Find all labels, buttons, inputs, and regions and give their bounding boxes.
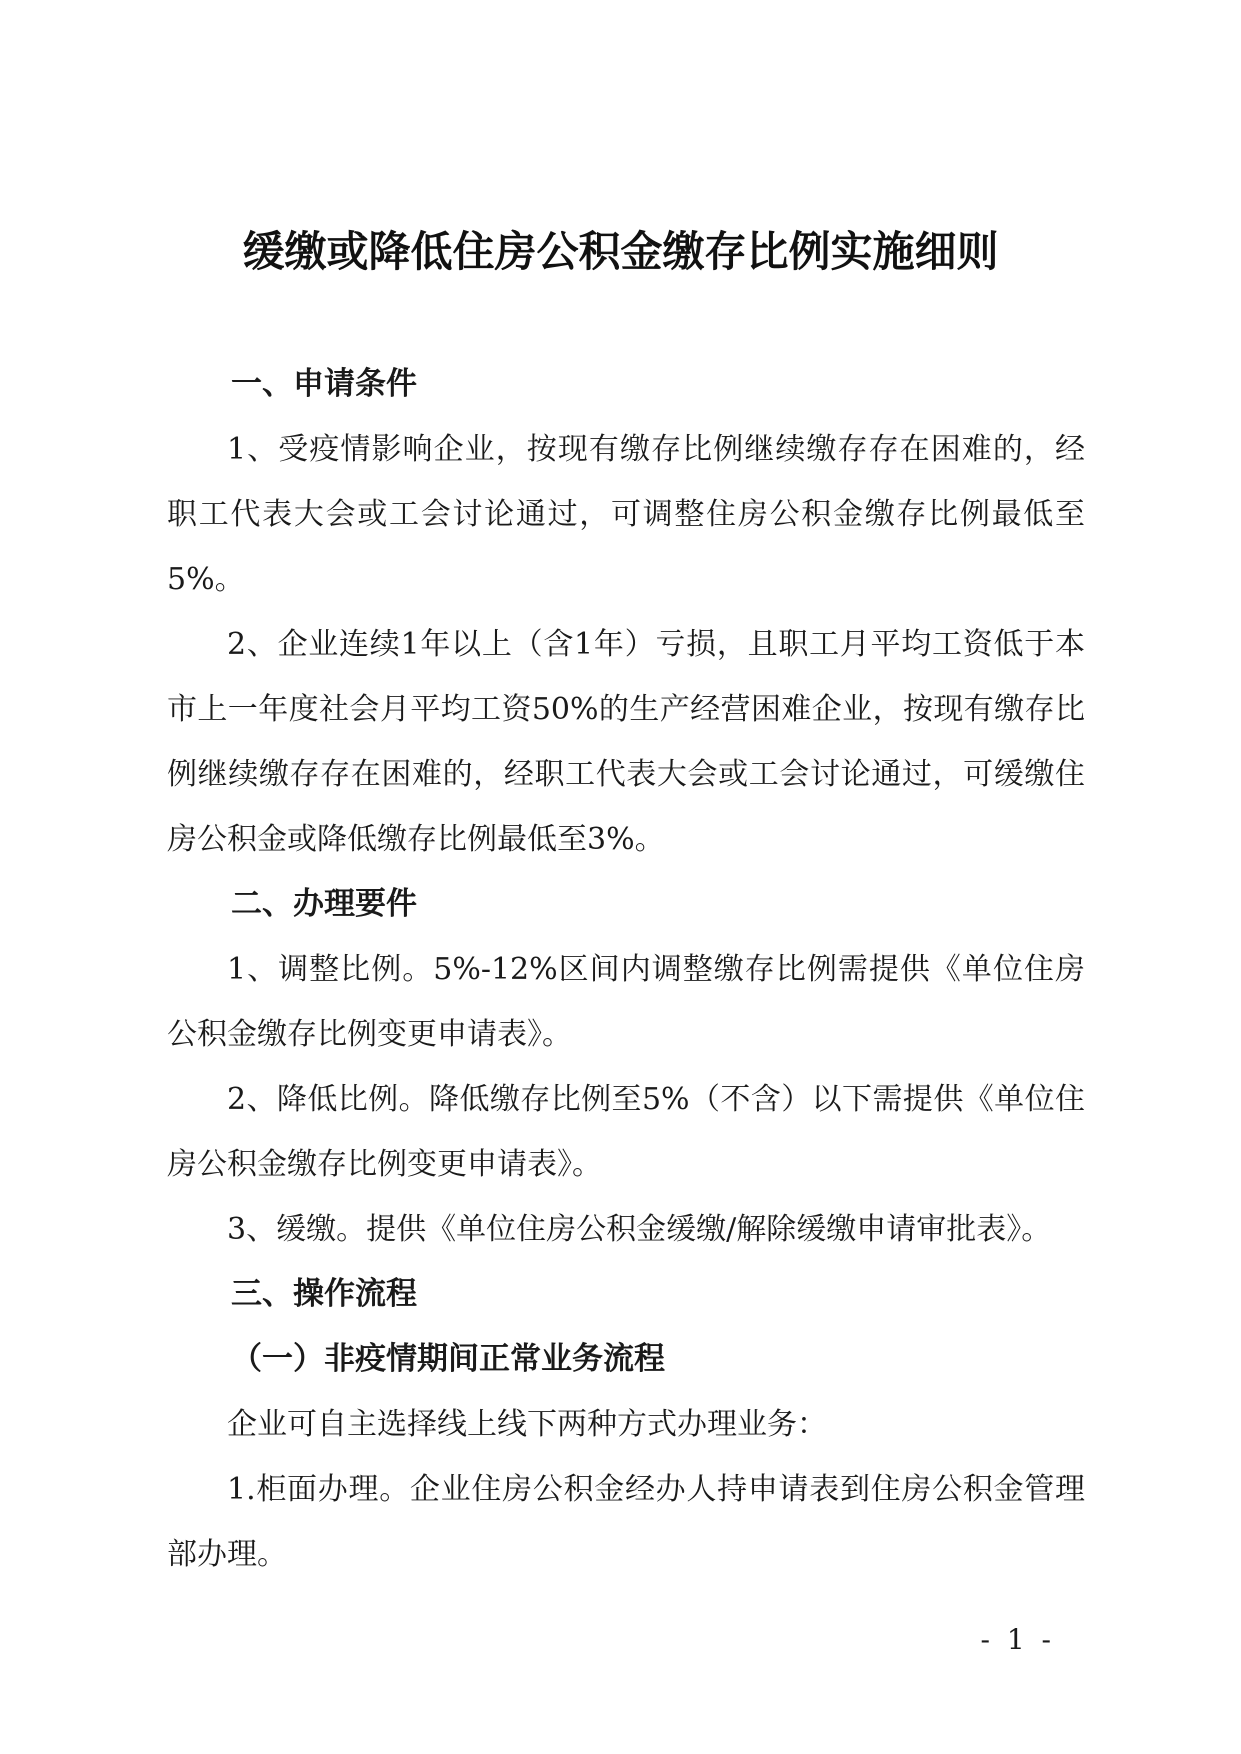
- paragraph: 3、缓缴。提供《单位住房公积金缓缴/解除缓缴申请审批表》。: [227, 1212, 1052, 1247]
- section-heading-procedure: 三、操作流程: [231, 1276, 417, 1312]
- paragraph: 2、降低比例。降低缴存比例至5%（不含）以下需提供《单位住房公积金缴存比例变更申请表》。: [167, 1082, 1085, 1182]
- paragraph: 1、调整比例。5%-12%区间内调整缴存比例需提供《单位住房公积金缴存比例变更申请表》。: [167, 952, 1085, 1052]
- section-heading-application-conditions: 一、申请条件: [231, 366, 417, 402]
- paragraph: 1.柜面办理。企业住房公积金经办人持申请表到住房公积金管理部办理。: [167, 1472, 1085, 1572]
- section-heading-required-documents: 二、办理要件: [231, 886, 417, 922]
- document-body: [167, 352, 1085, 1587]
- paragraph: 2、企业连续1年以上（含1年）亏损，且职工月平均工资低于本市上一年度社会月平均工资50%的生产经营困难企业，按现有缴存比例继续缴存存在困难的，经职工代表大会或工会讨论通过，可缓缴住房公积金或降低缴存比例最低至3%。: [167, 627, 1085, 857]
- subsection-heading: （一）非疫情期间正常业务流程: [231, 1341, 665, 1377]
- paragraph: 1、受疫情影响企业，按现有缴存比例继续缴存存在困难的，经职工代表大会或工会讨论通过，可调整住房公积金缴存比例最低至5%。: [167, 432, 1085, 597]
- document-title: 缓缴或降低住房公积金缴存比例实施细则: [242, 227, 999, 276]
- paragraph: 企业可自主选择线上线下两种方式办理业务：: [227, 1407, 827, 1442]
- page-number: - 1 -: [980, 1623, 1055, 1656]
